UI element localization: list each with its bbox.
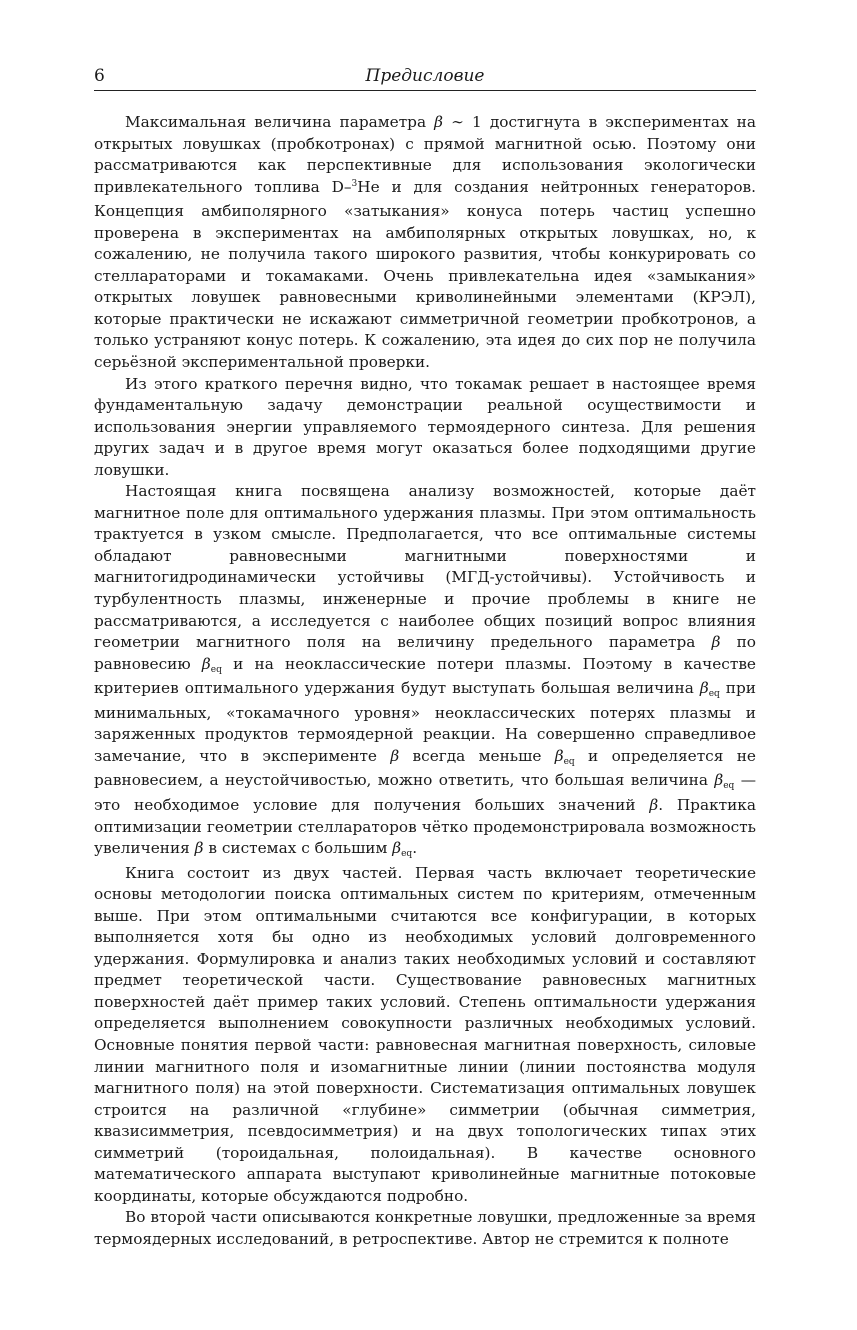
page-header	[94, 62, 756, 91]
page-number: 6	[94, 66, 105, 86]
paragraph-2	[94, 374, 756, 482]
running-title: Предисловие	[365, 66, 485, 86]
math-beta-eq	[699, 679, 720, 700]
math-beta-eq	[392, 839, 413, 860]
math-beta-eq-sub: eq	[563, 756, 575, 767]
text-run: и на неоклассические потери плазмы. Поэтому в качестве критериев оптимального удержания будут выступать большая величина	[94, 654, 756, 698]
math-dhe-prefix: D–	[331, 177, 352, 196]
text-run: Максимальная величина параметра	[125, 113, 435, 131]
math-beta-eq-sub: eq	[210, 664, 222, 675]
math-beta-eq-sub: eq	[723, 781, 735, 792]
math-beta: β	[711, 633, 721, 652]
text-run: .	[412, 839, 418, 858]
math-beta: β	[390, 746, 400, 765]
math-beta-eq-base: β	[699, 679, 709, 698]
text-run: Из этого краткого перечня видно, что токамак решает в настоящее время фундаментальную задачу демонстрации реальной осуществимости и использования энергии управляемого термоядерного синтеза. Для решения других задач и в другое время могут оказаться более подходящими другие ловушки.	[94, 374, 756, 479]
math-beta-eq-base: β	[714, 771, 724, 790]
text-run: Настоящая книга посвящена анализу возможностей, которые даёт магнитное поле для оптимального удержания плазмы. При этом оптимальность трактуется в узком смысле. Предполагается, что все оптимальные системы обладают равновесными магнитными поверхностями и магнитогидродинамически устойчивы (МГД-устойчивы). Устойчивость и турбулентность плазмы, инженерные и прочие проблемы в книге не рассматриваются, а исследуется с наиболее общих позиций вопрос влияния геометрии магнитного поля на величину предельного параметра	[94, 482, 756, 652]
text-run: Во второй части описываются конкретные ловушки, предложенные за время термоядерных исследований, в ретроспективе. Автор не стремится к полноте	[94, 1208, 756, 1248]
text-run: и для создания нейтронных генераторов. Концепция амбиполярного «затыкания» конуса потерь частиц успешно проверена в экспериментах на амбиполярных открытых ловушках, но, к сожалению, не получила такого широкого развития, чтобы конкурировать со стеллараторами и токамаками. Очень привлекательна идея «замыкания» открытых ловушек равновесными криволинейными элементами (КРЭЛ), которые практически не искажают симметричной геометрии пробкотронов, а только устраняют конус потерь. К сожалению, эта идея до сих пор не получила серьёзной экспериментальной проверки.	[94, 177, 756, 372]
text-run: всегда меньше	[399, 746, 555, 765]
math-beta-eq	[714, 771, 735, 792]
math-dhe-sup: 3	[351, 178, 358, 189]
paragraph-5	[94, 1207, 756, 1250]
math-beta-eq-sub: eq	[401, 849, 413, 860]
page-body	[94, 112, 756, 1250]
text-run: по равновесию	[94, 633, 756, 673]
text-run: . Практика оптимизации геометрии стеллараторов чётко продемонстрировала возможность увеличения	[94, 795, 756, 858]
math-beta-eq	[555, 747, 575, 765]
math-beta-eq	[202, 655, 222, 673]
paragraph-3	[94, 481, 756, 862]
math-sim-one: ∼ 1	[443, 113, 482, 131]
text-run: при минимальных, «токамачного уровня» неоклассических потерях плазмы и заряженных продуктов термоядерной реакции. На совершенно справедливое замечание, что в эксперименте	[94, 679, 756, 765]
paragraph-1	[94, 112, 756, 374]
math-beta-eq-sub: eq	[708, 689, 720, 700]
math-dhe-suffix: He	[357, 177, 380, 196]
math-beta: β	[194, 839, 204, 858]
text-run: — это необходимое условие для получения больших значений	[94, 771, 756, 814]
math-beta-eq-base: β	[201, 654, 211, 673]
text-run: в системах с большим	[203, 839, 393, 858]
math-beta: β	[649, 795, 659, 814]
math-beta-eq-base: β	[392, 839, 402, 858]
text-run: и определяется не равновесием, а неустойчивостью, можно ответить, что большая величина	[94, 746, 756, 790]
math-beta: β	[434, 113, 444, 131]
math-beta-eq-base: β	[554, 746, 564, 765]
paragraph-4	[94, 863, 756, 1208]
math-dhe	[332, 178, 380, 196]
text-run: достигнута в экспериментах на открытых ловушках (пробкотронах) с прямой магнитной осью. Поэтому они рассматриваются как перспективные для использования экологически привлекательного топлива	[94, 113, 756, 196]
text-run: Книга состоит из двух частей. Первая часть включает теоретические основы методологии поиска оптимальных систем по критериям, отмеченным выше. При этом оптимальными считаются все конфигурации, в которых выполняется хотя бы одно из необходимых условий долговременного удержания. Формулировка и анализ таких необходимых условий и составляют предмет теоретической части. Существование равновесных магнитных поверхностей даёт пример таких условий. Степень оптимальности удержания определяется выполнением совокупности различных необходимых условий. Основные понятия первой части: равновесная магнитная поверхность, силовые линии магнитного поля и изомагнитные линии (линии постоянства модуля магнитного поля) на этой поверхности. Систематизация оптимальных ловушек строится на различной «глубине» симметрии (обычная симметрия, квазисимметрия, псевдосимметрия) и на двух топологических типах этих симметрий (тороидальная, полоидальная). В качестве основного математического аппарата выступают криволинейные магнитные потоковые координаты, которые обсуждаются подробно.	[94, 863, 756, 1205]
